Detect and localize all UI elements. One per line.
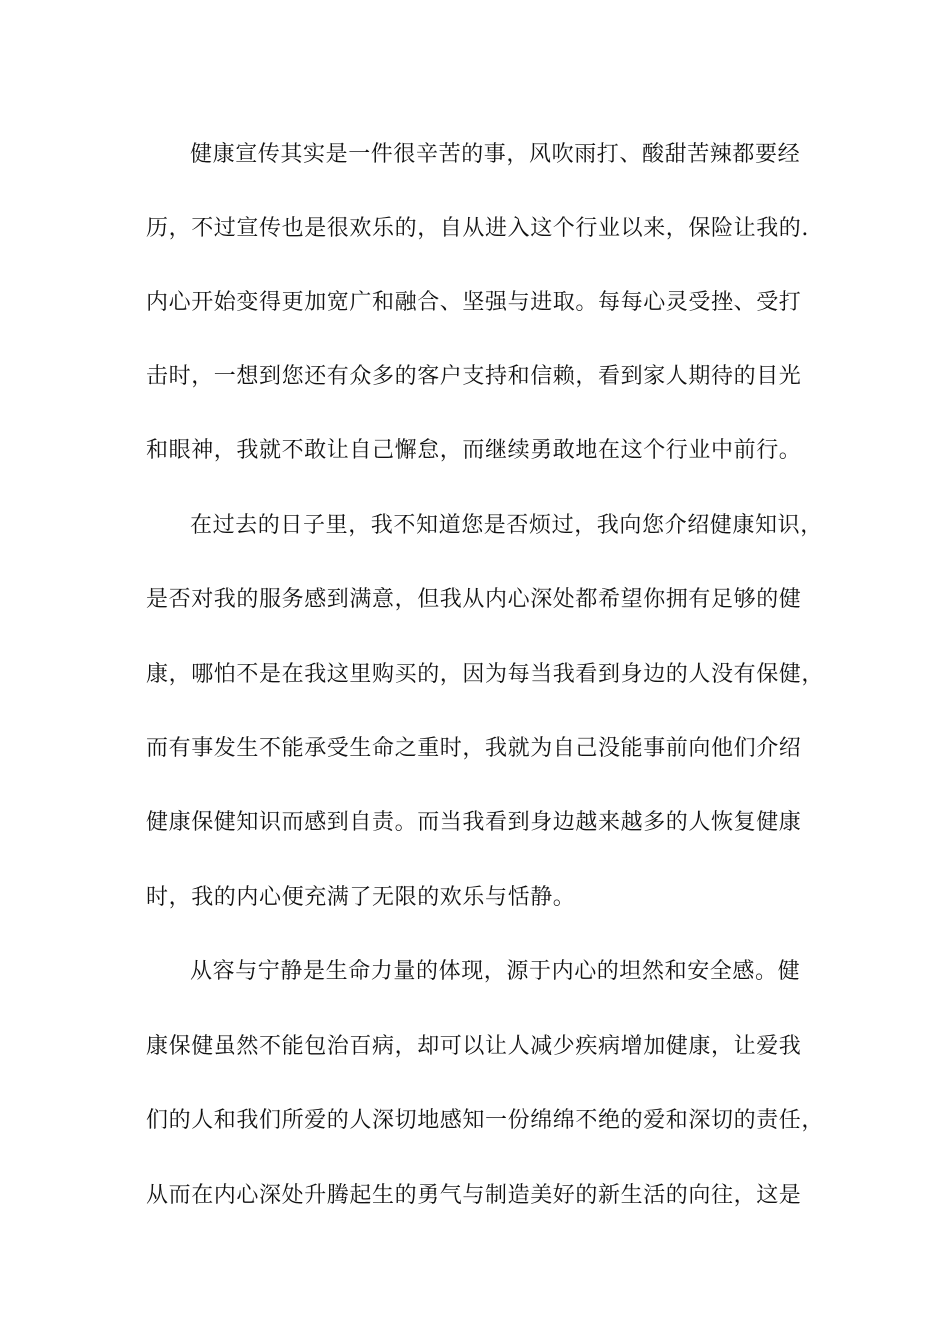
paragraph-3-line-2: 康保健虽然不能包治百病，却可以让人减少疾病增加健康，让爱我 [146, 1034, 802, 1059]
paragraph-1-line-4: 击时，一想到您还有众多的客户支持和信赖，看到家人期待的目光 [146, 364, 802, 389]
paragraph-2-line-5: 健康保健知识而感到自责。而当我看到身边越来越多的人恢复健康 [146, 810, 802, 835]
paragraph-1-line-3: 内心开始变得更加宽广和融合、坚强与进取。每每心灵受挫、受打 [146, 290, 802, 315]
paragraph-1-line-2: 历，不过宣传也是很欢乐的，自从进入这个行业以来，保险让我的. [146, 216, 809, 241]
paragraph-2-line-1: 在过去的日子里，我不知道您是否烦过，我向您介绍健康知识， [190, 513, 823, 538]
paragraph-2-line-2: 是否对我的服务感到满意，但我从内心深处都希望你拥有足够的健 [146, 587, 802, 612]
paragraph-2-line-6: 时，我的内心便充满了无限的欢乐与恬静。 [146, 885, 576, 910]
paragraph-3-line-3: 们的人和我们所爱的人深切地感知一份绵绵不绝的爱和深切的责任， [146, 1108, 825, 1133]
paragraph-1-line-1: 健康宣传其实是一件很辛苦的事，风吹雨打、酸甜苦辣都要经 [190, 142, 801, 167]
paragraph-3-line-4: 从而在内心深处升腾起生的勇气与制造美好的新生活的向往，这是 [146, 1183, 802, 1208]
paragraph-1-line-5: 和眼神，我就不敢让自己懈怠，而继续勇敢地在这个行业中前行。 [146, 438, 802, 463]
paragraph-3-line-1: 从容与宁静是生命力量的体现，源于内心的坦然和安全感。健 [190, 959, 801, 984]
paragraph-2-line-3: 康，哪怕不是在我这里购买的，因为每当我看到身边的人没有保健， [146, 662, 825, 687]
paragraph-2-line-4: 而有事发生不能承受生命之重时，我就为自己没能事前向他们介绍 [146, 736, 802, 761]
